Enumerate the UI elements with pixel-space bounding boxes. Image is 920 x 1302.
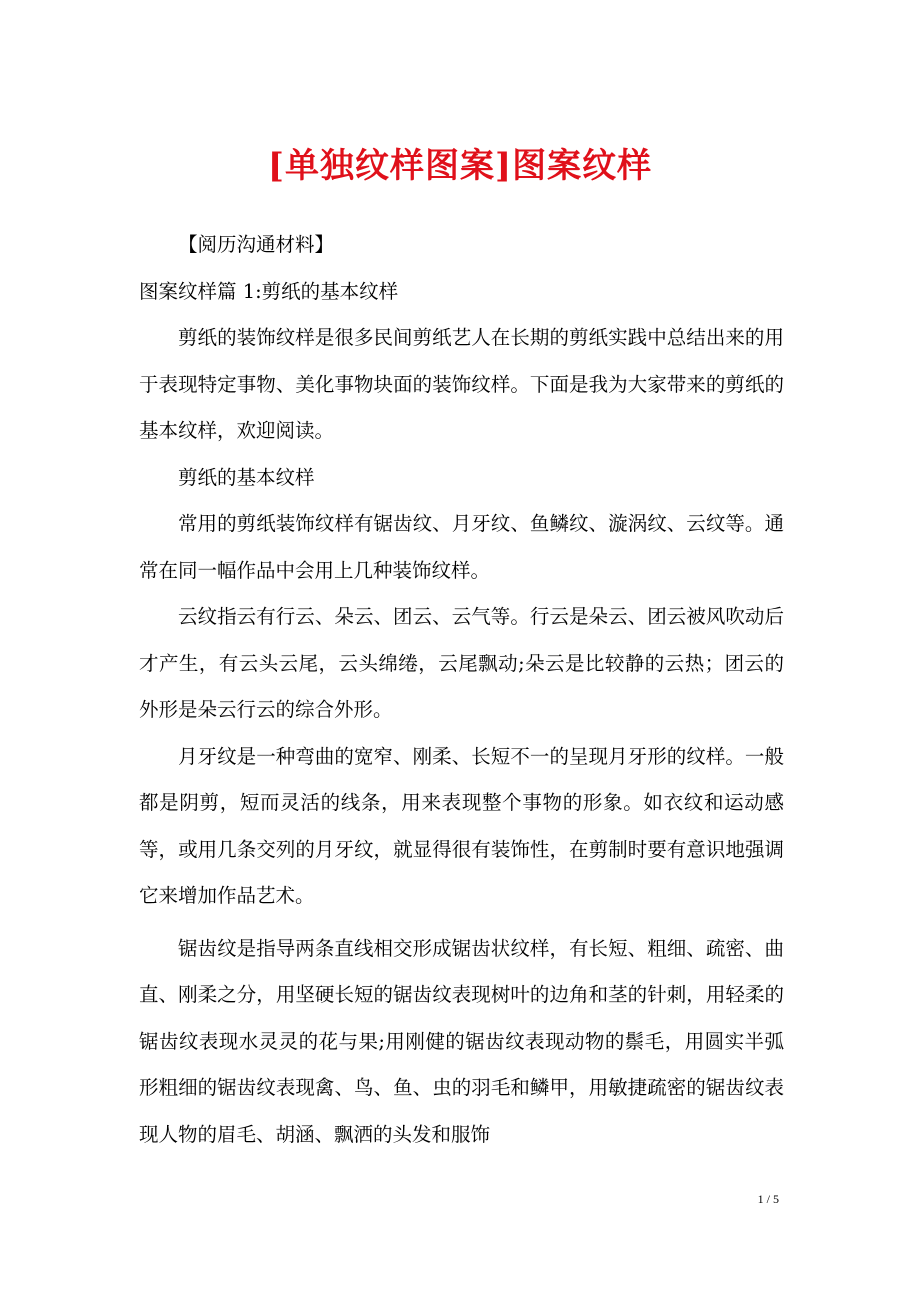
paragraph: 锯齿纹是指导两条直线相交形成锯齿状纹样，有长短、粗细、疏密、曲直、刚柔之分，用坚硬长短的锯齿纹表现树叶的边角和茎的针刺，用轻柔的锯齿纹表现水灵灵的花与果;用刚健的锯齿纹表现动物的鬃毛，用圆实半弧形粗细的锯齿纹表现禽、鸟、鱼、虫的羽毛和鳞甲，用敏捷疏密的锯齿纹表现人物的眉毛、胡涵、飘洒的头发和服饰: [139, 936, 784, 1146]
document-body: [139, 222, 784, 1158]
paragraph: 云纹指云有行云、朵云、团云、云气等。行云是朵云、团云被风吹动后才产生，有云头云尾，云头绵绻，云尾飘动;朵云是比较静的云热；团云的外形是朵云行云的综合外形。: [139, 605, 784, 721]
page-number: 1 / 5: [757, 1192, 779, 1206]
section-tag: 【阅历沟通材料】: [178, 233, 335, 256]
paragraph: 常用的剪纸装饰纹样有锯齿纹、月牙纹、鱼鳞纹、漩涡纹、云纹等。通常在同一幅作品中会用上几种装饰纹样。: [139, 512, 784, 582]
subheading: 剪纸的基本纹样: [178, 465, 315, 489]
paragraph: 剪纸的装饰纹样是很多民间剪纸艺人在长期的剪纸实践中总结出来的用于表现特定事物、美化事物块面的装饰纹样。下面是我为大家带来的剪纸的基本纹样，欢迎阅读。: [139, 326, 784, 442]
paragraph: 月牙纹是一种弯曲的宽窄、刚柔、长短不一的呈现月牙形的纹样。一般都是阴剪，短而灵活的线条，用来表现整个事物的形象。如衣纹和运动感等，或用几条交列的月牙纹，就显得很有装饰性，在剪制时要有意识地强调它来增加作品艺术。: [139, 744, 784, 907]
chapter-heading: 图案纹样篇 1:剪纸的基本纹样: [139, 279, 399, 303]
document-title: [单独纹样图案]图案纹样: [267, 146, 653, 186]
